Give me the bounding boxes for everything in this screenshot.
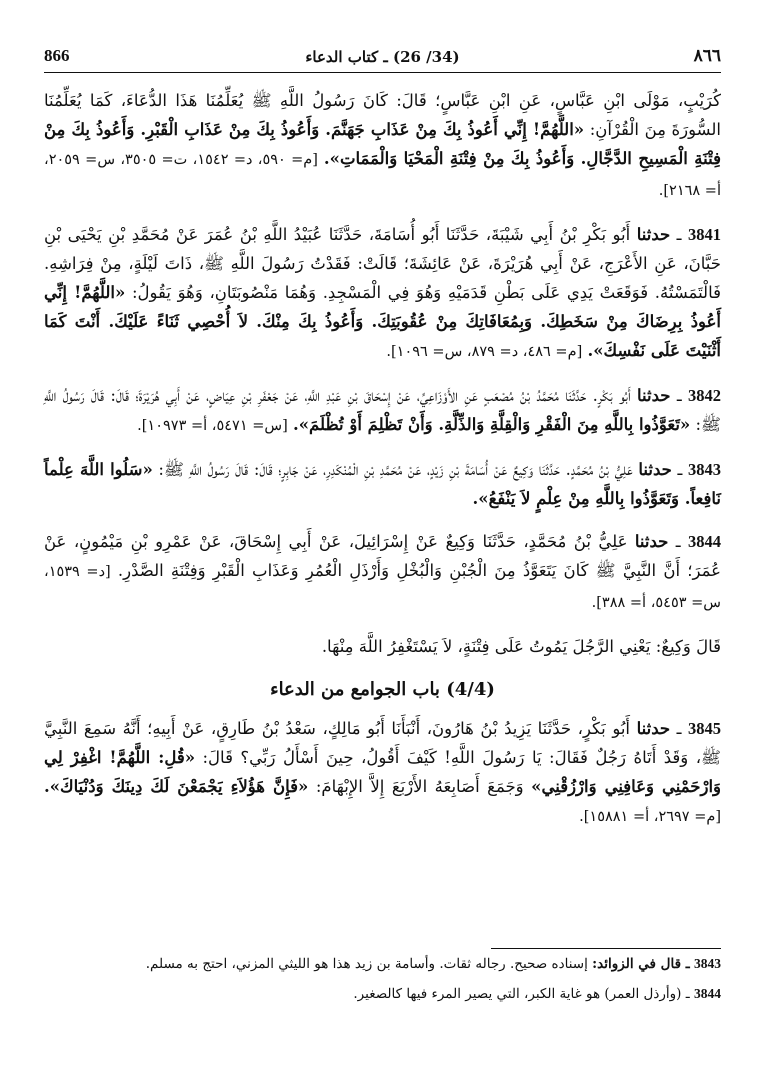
main-text: [44, 86, 721, 846]
hadith-text: أَبُو بَكْرٍ. حَدَّثَنَا مُحَمَّدُ بْنُ مُصْعَبٍ عَنِ الأَوْزَاعِيِّ، عَنْ إِسْحَاقَ بْنِ عَبْدِ اللَّهِ، عَنْ جَعْفَرِ بْنِ عِيَاضٍ، عَنْ أَبِي هُرَيْرَةَ؛ قَالَ: قَالَ رَسُولُ اللَّهِ ﷺ:: [44, 386, 721, 434]
hadith-3845: 3845 ـ حدثنا أَبُو بَكْرٍ، حَدَّثَنَا يَزِيدُ بْنُ هَارُونَ، أَنْبَأَنَا أَبُو مَالِكٍ، سَعْدُ بْنُ طَارِقٍ، عَنْ أَبِيهِ؛ أَنَّهُ سَمِعَ النَّبِيَّ ﷺ، وَقَدْ أَتَاهُ رَجُلٌ فَقَالَ: يَا رَسُولَ اللَّهِ! كَيْفَ أَقُولُ، حِينَ أَسْأَلُ رَبِّي؟ قَالَ: «قُلِ: اللَّهُمَّ! اغْفِرْ لِي وَارْحَمْنِي وَعَافِنِي وَارْزُقْنِي» وَجَمَعَ أَصَابِعَهُ الأَرْبَعَ إِلاَّ الإِبْهَامَ: «فَإِنَّ هَؤُلاَءِ يَجْمَعْنَ لَكَ دِينَكَ وَدُنْيَاكَ». [م= ٢٦٩٧، أ= ١٥٨٨١].: [44, 719, 722, 825]
hadith-lead: حدثنا: [637, 386, 671, 405]
hadith-number: 3841: [688, 225, 721, 244]
hadith-text: أَبُو بَكْرِ بْنُ أَبِي شَيْبَةَ، حَدَّثَنَا أَبُو أُسَامَةَ، حَدَّثَنَا عُبَيْدُ اللَّهِ بْنُ عُمَرَ عَنْ مُحَمَّدِ بْنِ يَحْيَى بْنِ حَبَّانَ، عَنِ الأَعْرَجِ، عَنْ أَبِي هُرَيْرَةَ، عَنْ عَائِشَةَ؛ قَالَتْ: فَقَدْتُ رَسُولَ اللَّهِ ﷺ، ذَاتَ لَيْلَةٍ، مِنْ فِرَاشِهِ. فَالْتَمَسْتُهُ. فَوَقَعَتْ يَدِي عَلَى بَطْنِ قَدَمَيْهِ وَهُوَ فِي الْمَسْجِدِ. وَهُمَا مَنْصُوبَتَانِ، وَهُوَ يَقُولُ:: [44, 225, 721, 302]
hadith-quote: «سَلُوا اللَّهَ عِلْماً نَافِعاً. وَتَعَوَّذُوا بِاللَّهِ مِنْ عِلْمٍ لاَ يَنْفَعُ».: [44, 460, 721, 508]
waki-note: قَالَ وَكِيعٌ: يَعْنِي الرَّجُلَ يَمُوتُ عَلَى فِتْنَةٍ، لاَ يَسْتَغْفِرُ اللَّهَ مِنْهَا.: [321, 637, 721, 656]
footnote-divider: [491, 948, 721, 949]
hadith-ref: [س= ٥٤٧١، أ= ١٠٩٧٣].: [137, 418, 288, 434]
hadith-3842: 3842 ـ حدثنا أَبُو بَكْرٍ. حَدَّثَنَا مُحَمَّدُ بْنُ مُصْعَبٍ عَنِ الأَوْزَاعِيِّ، عَنْ إِسْحَاقَ بْنِ عَبْدِ اللَّهِ، عَنْ جَعْفَرِ بْنِ عِيَاضٍ، عَنْ أَبِي هُرَيْرَةَ؛ قَالَ: قَالَ رَسُولُ اللَّهِ ﷺ: «تَعَوَّذُوا بِاللَّهِ مِنَ الْفَقْرِ وَالْقِلَّةِ وَالذِّلَّةِ. وَأَنْ تَظْلِمَ أَوْ تُظْلَمَ». [س= ٥٤٧١، أ= ١٠٩٧٣].: [44, 386, 721, 434]
page-number-latin: 866: [44, 46, 70, 65]
hadith-3841: 3841 ـ حدثنا أَبُو بَكْرِ بْنُ أَبِي شَيْبَةَ، حَدَّثَنَا أَبُو أُسَامَةَ، حَدَّثَنَا عُبَيْدُ اللَّهِ بْنُ عُمَرَ عَنْ مُحَمَّدِ بْنِ يَحْيَى بْنِ حَبَّانَ، عَنِ الأَعْرَجِ، عَنْ أَبِي هُرَيْرَةَ، عَنْ عَائِشَةَ؛ قَالَتْ: فَقَدْتُ رَسُولَ اللَّهِ ﷺ، ذَاتَ لَيْلَةٍ، مِنْ فِرَاشِهِ. فَالْتَمَسْتُهُ. فَوَقَعَتْ يَدِي عَلَى بَطْنِ قَدَمَيْهِ وَهُوَ فِي الْمَسْجِدِ. وَهُمَا مَنْصُوبَتَانِ، وَهُوَ يَقُولُ: «اللَّهُمَّ! إِنِّي أَعُوذُ بِرِضَاكَ مِنْ سَخَطِكَ. وَبِمُعَافَاتِكَ مِنْ عُقُوبَتِكَ. وَأَعُوذُ بِكَ مِنْكَ. لاَ أُحْصِي ثَنَاءً عَلَيْكَ. أَنْتَ كَمَا أَثْنَيْتَ عَلَى نَفْسِكَ». [م= ٤٨٦، د= ٨٧٩، س= ١٠٩٦].: [44, 225, 721, 360]
hadith-number: 3845: [688, 719, 722, 738]
hadith-lead: حدثنا: [636, 719, 671, 738]
hadith-number: 3842: [688, 386, 721, 405]
chapter-heading: (4/4) باب الجوامع من الدعاء: [270, 679, 495, 700]
hadith-quote: «اللَّهُمَّ! إِنِّي أَعُوذُ بِرِضَاكَ مِنْ سَخَطِكَ. وَبِمُعَافَاتِكَ مِنْ عُقُوبَتِكَ. وَأَعُوذُ بِكَ مِنْكَ. لاَ أُحْصِي ثَنَاءً عَلَيْكَ. أَنْتَ كَمَا أَثْنَيْتَ عَلَى نَفْسِكَ».: [44, 283, 721, 360]
hadith-text: عَلِيُّ بْنُ مُحَمَّدٍ. حَدَّثَنَا وَكِيعٌ عَنْ أُسَامَةَ بْنِ زَيْدٍ، عَنْ مُحَمَّدِ بْنِ الْمُنْكَدِرِ، عَنْ جَابِرٍ؛ قَالَ: قَالَ رَسُولُ اللَّهِ ﷺ:: [158, 460, 633, 479]
footnote-text: إسناده صحيح. رجاله ثقات. وأسامة بن زيد هذا هو الليثي المزني، احتج به مسلم.: [145, 956, 588, 972]
footnote-3843: [44, 952, 721, 976]
hadith-quote-1: «قُلِ: اللَّهُمَّ! اغْفِرْ لِي وَارْحَمْنِي وَعَافِنِي وَارْزُقْنِي»: [44, 748, 722, 796]
hadith-text: عَلِيُّ بْنُ مُحَمَّدٍ، حَدَّثَنَا وَكِيعٌ عَنْ إِسْرَائِيلَ، عَنْ أَبِي إِسْحَاقَ، عَنْ عَمْرِو بْنِ مَيْمُونٍ، عَنْ عُمَرَ؛ أَنَّ النَّبِيَّ ﷺ كَانَ يَتَعَوَّذُ مِنَ الْجُبْنِ وَالْبُخْلِ وَأَرْذَلِ الْعُمُرِ وَعَذَابِ الْقَبْرِ وَفِتْنَةِ الصَّدْرِ.: [44, 532, 721, 580]
hadith-lead: حدثنا: [634, 532, 669, 551]
hadith-text: أَبُو بَكْرٍ، حَدَّثَنَا يَزِيدُ بْنُ هَارُونَ، أَنْبَأَنَا أَبُو مَالِكٍ، سَعْدُ بْنُ طَارِقٍ، عَنْ أَبِيهِ؛ أَنَّهُ سَمِعَ النَّبِيَّ ﷺ، وَقَدْ أَتَاهُ رَجُلٌ فَقَالَ: يَا رَسُولَ اللَّهِ! كَيْفَ أَقُولُ، حِينَ أَسْأَلُ رَبِّي؟ قَالَ:: [44, 719, 721, 767]
hadith-middle: وَجَمَعَ أَصَابِعَهُ الأَرْبَعَ إِلاَّ الإِبْهَامَ:: [315, 777, 524, 796]
continuation-text: كُرَيْبٍ، مَوْلَى ابْنِ عَبَّاسٍ، عَنِ ابْنِ عَبَّاسٍ؛ قَالَ: كَانَ رَسُولُ اللَّهِ ﷺ يُعَلِّمُنَا هَذَا الدُّعَاءَ، كَمَا يُعَلِّمُنَا السُّورَةَ مِنَ الْقُرْآنِ:: [44, 91, 722, 139]
continuation-paragraph: [44, 86, 721, 206]
hadith-ref: [م= ٤٨٦، د= ٨٧٩، س= ١٠٩٦].: [386, 344, 583, 360]
footnote-3844: [44, 982, 721, 1006]
hadith-number: 3843: [688, 460, 721, 479]
hadith-ref: [د= ١٥٣٩، س= ٥٤٥٣، أ= ٣٨٨].: [44, 564, 721, 611]
footnote-label: ـ: [685, 986, 690, 1002]
continuation-ref: [م= ٥٩٠، د= ١٥٤٢، ت= ٣٥٠٥، س= ٢٠٥٩، أ= ٢١٦٨].: [44, 152, 721, 199]
footnote-text: (وأرذل العمر) هو غاية الكبر، التي يصير المرء فيها كالصغير.: [353, 986, 682, 1002]
page-header: [44, 38, 721, 73]
footnote-number: 3844: [694, 986, 721, 1001]
page-number-arabic: ٨٦٦: [693, 46, 721, 66]
hadith-number: 3844: [688, 532, 722, 551]
hadith-lead: حدثنا: [638, 460, 672, 479]
hadith-quote-2: «فَإِنَّ هَؤُلاَءِ يَجْمَعْنَ لَكَ دِينَكَ وَدُنْيَاكَ».: [44, 777, 309, 796]
footnote-number: 3843: [694, 956, 721, 971]
continuation-quote: «اللَّهُمَّ! إِنِّي أَعُوذُ بِكَ مِنْ عَذَابِ جَهَنَّمَ. وَأَعُوذُ بِكَ مِنْ عَذَابِ الْقَبْرِ. وَأَعُوذُ بِكَ مِنْ فِتْنَةِ الْمَسِيحِ الدَّجَّالِ. وَأَعُوذُ بِكَ مِنْ فِتْنَةِ الْمَحْيَا وَالْمَمَاتِ».: [44, 120, 721, 168]
hadith-ref: [م= ٢٦٩٧، أ= ١٥٨٨١].: [579, 809, 721, 825]
hadith-lead: حدثنا: [636, 225, 671, 244]
running-title: (34/ 26) ـ كتاب الدعاء: [305, 48, 460, 66]
footnote-label: ـ قال في الزوائد:: [592, 956, 690, 972]
footnotes: [44, 952, 721, 1012]
hadith-quote: «تَعَوَّذُوا بِاللَّهِ مِنَ الْفَقْرِ وَالْقِلَّةِ وَالذِّلَّةِ. وَأَنْ تَظْلِمَ أَوْ تُظْلَمَ».: [292, 415, 691, 434]
hadith-3843: 3843 ـ حدثنا عَلِيُّ بْنُ مُحَمَّدٍ. حَدَّثَنَا وَكِيعٌ عَنْ أُسَامَةَ بْنِ زَيْدٍ، عَنْ مُحَمَّدِ بْنِ الْمُنْكَدِرِ، عَنْ جَابِرٍ؛ قَالَ: قَالَ رَسُولُ اللَّهِ ﷺ: «سَلُوا اللَّهَ عِلْماً نَافِعاً. وَتَعَوَّذُوا بِاللَّهِ مِنْ عِلْمٍ لاَ يَنْفَعُ».: [44, 460, 721, 508]
hadith-3844: 3844 ـ حدثنا عَلِيُّ بْنُ مُحَمَّدٍ، حَدَّثَنَا وَكِيعٌ عَنْ إِسْرَائِيلَ، عَنْ أَبِي إِسْحَاقَ، عَنْ عَمْرِو بْنِ مَيْمُونٍ، عَنْ عُمَرَ؛ أَنَّ النَّبِيَّ ﷺ كَانَ يَتَعَوَّذُ مِنَ الْجُبْنِ وَالْبُخْلِ وَأَرْذَلِ الْعُمُرِ وَعَذَابِ الْقَبْرِ وَفِتْنَةِ الصَّدْرِ. [د= ١٥٣٩، س= ٥٤٥٣، أ= ٣٨٨].: [44, 532, 722, 611]
